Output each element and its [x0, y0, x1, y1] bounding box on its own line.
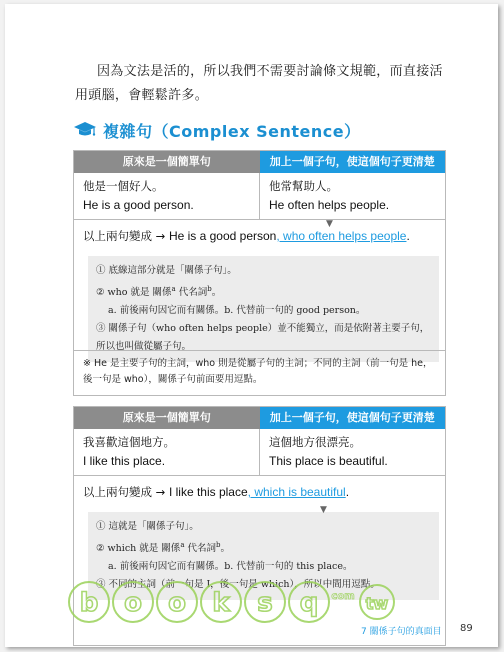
panel-header — [74, 151, 445, 173]
sentence-cells — [74, 173, 445, 220]
page-number: 89 — [460, 623, 473, 634]
note-2: ② who 就是 關係$^a$ 代名詞$^b$。 — [96, 285, 222, 299]
panel-header — [74, 407, 445, 429]
combine-end: . — [406, 229, 410, 243]
note-2-detail: a. 前後兩句因它而有關係。b. 代替前一句的 good person。 — [108, 305, 366, 317]
svg-text:s: s — [257, 588, 273, 618]
example-panel-1 — [73, 150, 446, 396]
right-cell — [259, 429, 445, 475]
explanation-box — [88, 256, 439, 362]
down-arrow-icon: ▼ — [326, 219, 333, 229]
note-2-detail: a. 前後兩句因它而有關係。b. 代替前一句的 this place。 — [108, 561, 353, 573]
svg-text:q: q — [299, 588, 319, 618]
left-chinese: 他是一個好人。 — [83, 179, 164, 193]
svg-text:k: k — [212, 588, 230, 618]
combine-prefix: 以上兩句變成 → — [83, 229, 169, 243]
down-arrow-icon: ▼ — [320, 505, 327, 515]
right-cell — [259, 173, 445, 219]
section-title: 複雜句（Complex Sentence） — [103, 121, 361, 141]
note-3: ③ 不同的主詞（前一句是 I，後一句是 which），所以中間用逗點。 — [96, 579, 380, 591]
left-cell — [74, 173, 259, 219]
graduation-cap-icon — [73, 120, 97, 140]
books-watermark-logo — [67, 572, 447, 632]
svg-text:b: b — [79, 588, 99, 618]
note-3: ③ 關係子句（who often helps people）並不能獨立，而是依附著主要子句，所以也叫做從屬子句。 — [96, 323, 430, 353]
chapter-footer: 7 關係子句的真面目 — [361, 627, 442, 637]
svg-text:o: o — [124, 588, 142, 618]
combined-sentence — [74, 220, 445, 246]
svg-text:o: o — [168, 588, 186, 618]
footnote: ※ He 是主要子句的主詞，who 則是從屬子句的主詞；不同的主詞（前一句是 he，後一句是 who），關係子句前面要用逗點。 — [74, 350, 445, 395]
right-chinese: 他常幫助人。 — [269, 179, 338, 193]
header-simple-sentence: 原來是一個簡單句 — [74, 407, 260, 429]
combine-main: I like this place — [168, 485, 248, 499]
combine-main: He is a good person — [168, 229, 277, 243]
combine-prefix: 以上兩句變成 → — [83, 485, 169, 499]
right-english: He often helps people. — [269, 198, 390, 212]
left-english: I like this place. — [83, 454, 166, 468]
relative-clause: , who often helps people — [276, 229, 407, 243]
left-english: He is a good person. — [83, 198, 194, 212]
section-heading — [73, 117, 361, 143]
page — [5, 4, 498, 647]
relative-clause: , which is beautiful — [247, 485, 346, 499]
right-english: This place is beautiful. — [269, 454, 388, 468]
combined-sentence — [74, 476, 445, 502]
combine-end: . — [345, 485, 350, 499]
header-simple-sentence: 原來是一個簡單句 — [74, 151, 260, 173]
left-cell — [74, 429, 259, 475]
svg-text:tw: tw — [365, 594, 389, 613]
svg-text:com: com — [331, 591, 355, 602]
note-2: ② which 就是 關係$^a$ 代名詞$^b$。 — [96, 541, 231, 555]
note-1: ① 底線這部分就是「關係子句」。 — [96, 265, 237, 276]
left-chinese: 我喜歡這個地方。 — [83, 435, 175, 449]
intro-paragraph: 因為文法是活的，所以我們不需要討論條文規範，而直接活用頭腦，會輕鬆許多。 — [75, 64, 443, 103]
sentence-cells — [74, 429, 445, 476]
header-add-clause: 加上一個子句，使這個句子更清楚 — [260, 407, 446, 429]
header-add-clause: 加上一個子句，使這個句子更清楚 — [260, 151, 446, 173]
right-chinese: 這個地方很漂亮。 — [269, 435, 361, 449]
note-1: ① 這就是「關係子句」。 — [96, 521, 199, 532]
